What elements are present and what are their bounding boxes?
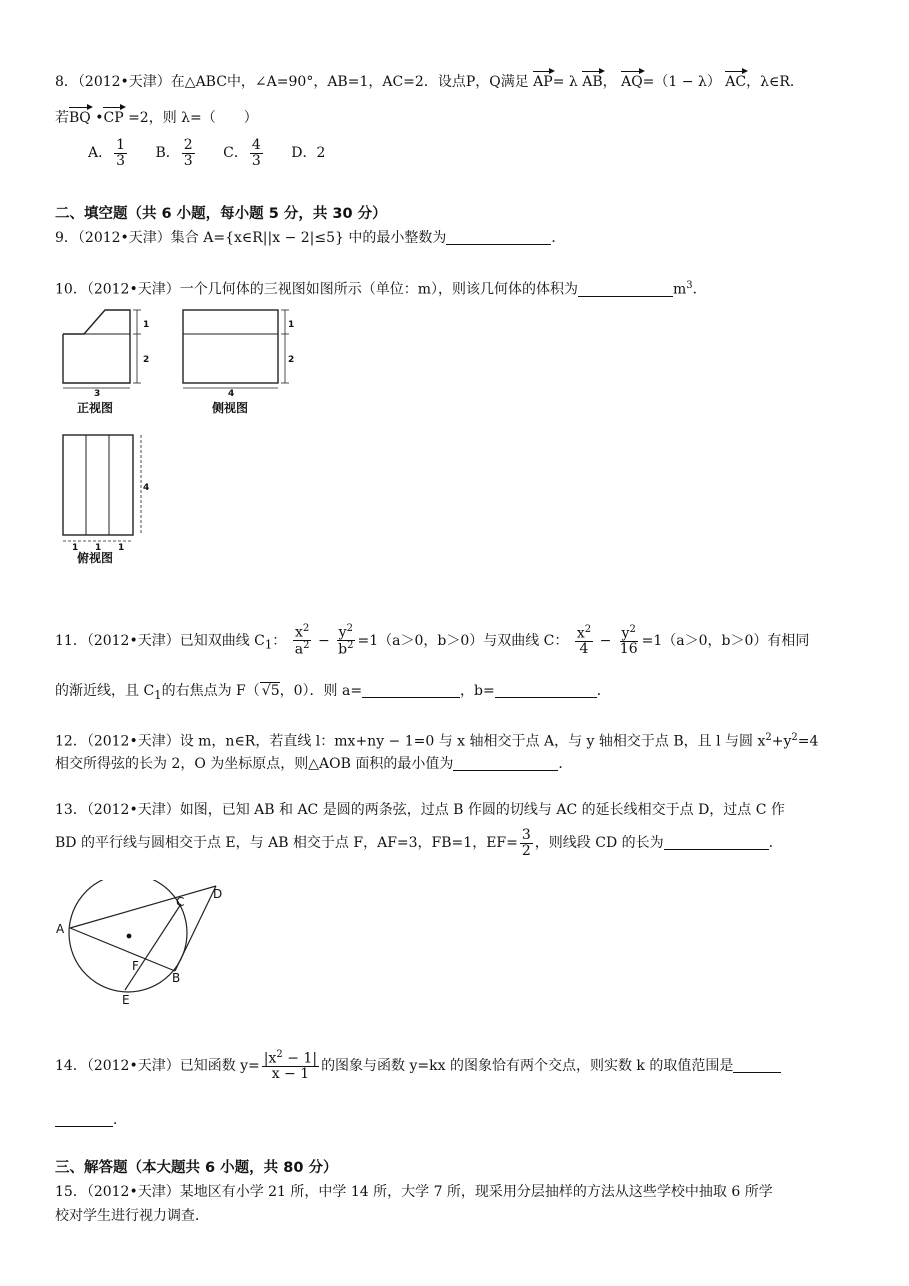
q13-line2: BD 的平行线与圆相交于点 E，与 AB 相交于点 F，AF=3，FB=1，EF= $\frac{3}{2}$ ，则线段 CD 的长为 ． <box>55 827 783 859</box>
q12-line1: 12．（2012•天津）设 m，n∈R，若直线 l：mx+ny − 1=0 与 x 轴相交于点 A，与 y 轴相交于点 B，且 l 与圆 $x^2+y^2=4$ <box>55 732 819 750</box>
q8-line1: 8．（2012•天津）在△ABC中，∠A=90°，AB=1，AC=2．设点P，Q满足 AP= λ AB， AQ=（1 − λ） AC，λ∈R． <box>55 74 804 90</box>
q11-line1: 11．（2012•天津）已知双曲线 $C_1$： $\frac{x^2}{a^2}$ − $\frac{y^2}{b^2}$ =1（a＞0，b＞0）与双曲线 C： $\frac{x^2}{4}$ − $\frac{y^2}{16}$ =1（a＞0，b＞0）有相同 <box>55 623 810 658</box>
circle-figure <box>48 880 248 1010</box>
answer-blank-a[interactable] <box>362 683 460 698</box>
answer-blank[interactable] <box>578 282 673 297</box>
top-seg3-label: 1 <box>118 543 125 553</box>
top-view-caption: 俯视图 <box>77 551 114 565</box>
vector-cp: CP <box>103 110 124 126</box>
point-e-label: E <box>122 993 130 1007</box>
point-b-label: B <box>172 971 181 985</box>
q15-line2: 校对学生进行视力调查． <box>55 1208 209 1224</box>
point-a-label: A <box>56 922 65 936</box>
side-width-label: 4 <box>228 389 235 399</box>
vector-bq: BQ <box>69 110 91 126</box>
answer-blank[interactable] <box>453 756 558 771</box>
option-b: B． $\frac{2}{3}$ <box>155 137 193 169</box>
front-width-label: 3 <box>94 389 101 399</box>
front-h2-label: 2 <box>143 355 150 365</box>
side-h1-label: 1 <box>288 320 295 330</box>
vector-ac: AC <box>725 74 747 90</box>
vector-ab: AB <box>582 74 603 90</box>
front-h1-label: 1 <box>143 320 150 330</box>
q8-line2: 若BQ •CP =2，则 λ=（ ） <box>55 110 258 126</box>
section-2-heading: 二、填空题（共 6 小题，每小题 5 分，共 30 分） <box>55 206 387 222</box>
q12-line2: 相交所得弦的长为 2，O 为坐标原点，则△AOB 面积的最小值为 ． <box>55 756 573 772</box>
section-3-heading: 三、解答题（本大题共 6 小题，共 80 分） <box>55 1160 338 1176</box>
circle-center-dot <box>127 934 132 939</box>
point-c-label: C <box>176 895 185 909</box>
top-seg1-label: 1 <box>72 543 79 553</box>
front-view-outline <box>63 310 130 383</box>
top-seg2-label: 1 <box>95 543 102 553</box>
q9: 9．（2012•天津）集合 A={x∈R||x − 2|≤5} 中的最小整数为 ． <box>55 230 566 246</box>
side-view-outline <box>183 310 278 383</box>
three-views-figure <box>55 300 315 575</box>
answer-blank-b[interactable] <box>495 683 597 698</box>
point-d-label: D <box>213 887 223 901</box>
side-h2-label: 2 <box>288 355 295 365</box>
top-depth-label: 4 <box>143 483 150 493</box>
vector-aq: AQ <box>621 74 643 90</box>
q10: 10．（2012•天津）一个几何体的三视图如图所示（单位：m），则该几何体的体积为 $m^3$． <box>55 280 707 298</box>
q8-options <box>88 138 325 168</box>
q14-line2: ． <box>55 1112 127 1129</box>
q14-line1: 14．（2012•天津）已知函数 y= $\frac{|x^2 - 1|}{x - 1}$ 的图象与函数 y=kx 的图象恰有两个交点，则实数 k 的取值范围是 <box>55 1050 781 1082</box>
front-view-caption: 正视图 <box>77 401 114 415</box>
answer-blank-part2[interactable] <box>55 1112 113 1127</box>
q15-line1: 15．（2012•天津）某地区有小学 21 所，中学 14 所，大学 7 所，现采用分层抽样的方法从这些学校中抽取 6 所学 <box>55 1184 773 1200</box>
top-view-outline <box>63 435 133 535</box>
side-view-caption: 侧视图 <box>212 401 249 415</box>
answer-blank[interactable] <box>664 835 769 850</box>
answer-blank[interactable] <box>446 230 551 245</box>
option-a: A． $\frac{1}{3}$ <box>88 137 126 169</box>
option-d: D．2 <box>291 145 326 162</box>
q11-line2: 的渐近线，且 $C_1$的右焦点为 F（ √5，0）．则 a= ，b= ． <box>55 683 611 702</box>
option-c: C． $\frac{4}{3}$ <box>223 137 261 169</box>
point-f-label: F <box>132 959 139 973</box>
q13-line1: 13．（2012•天津）如图，已知 AB 和 AC 是圆的两条弦，过点 B 作圆的切线与 AC 的延长线相交于点 D，过点 C 作 <box>55 802 785 818</box>
vector-ap: AP <box>533 74 553 90</box>
answer-blank-part1[interactable] <box>733 1058 781 1073</box>
